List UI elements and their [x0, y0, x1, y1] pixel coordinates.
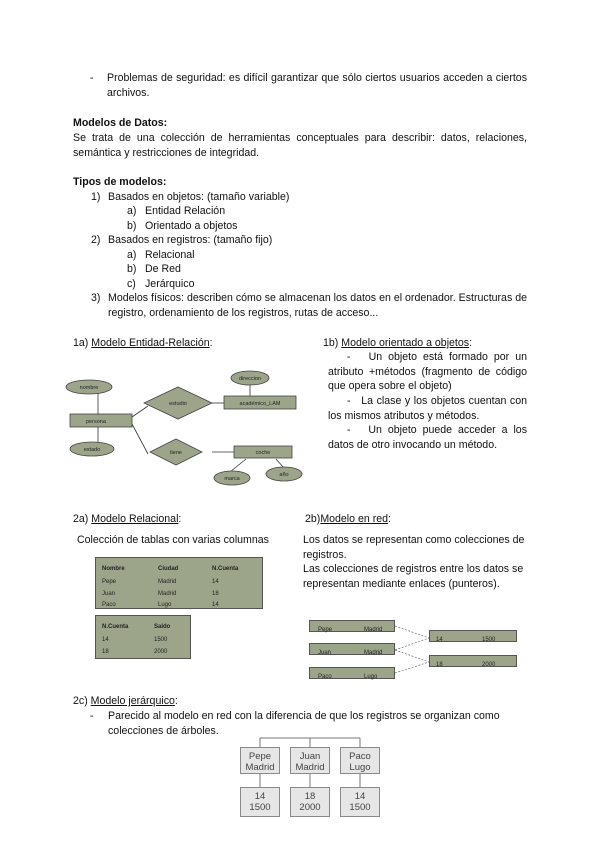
tipo-1-num: 1) [91, 191, 101, 203]
er-diagram [64, 362, 304, 492]
tipo-2b-text: De Red [145, 263, 181, 275]
t1-r3-c3: 14 [212, 602, 219, 608]
tipo-2a-text: Relacional [145, 249, 195, 261]
s1a-title: Modelo Entidad-Relación [91, 337, 210, 349]
er-label-nombre: nombre [79, 385, 99, 391]
t1-header-1: Nombre [102, 566, 125, 572]
t1-r1-c3: 14 [212, 579, 219, 585]
tipo-1b-letter: b) [127, 220, 137, 232]
s2b-heading: 2b)Modelo en red: [305, 513, 391, 525]
modelos-datos-text: Se trata de una colección de herramientas conceptuales para describir: datos, relaciones, semántica y restricciones de integridad. [73, 132, 527, 159]
relational-table-1 [95, 557, 263, 609]
t1-r3-c2: Lugo [158, 602, 172, 608]
network-record-left-2: Juan Madrid [309, 643, 395, 655]
s1b-heading: 1b) Modelo orientado a objetos: [323, 337, 473, 349]
modelos-datos-heading: Modelos de Datos: [73, 117, 168, 129]
er-label-persona: persona [86, 419, 106, 425]
s2c-heading: 2c) Modelo jerárquico: [73, 695, 178, 707]
intro-bullet-text: Problemas de seguridad: es difícil garantizar que sólo ciertos usuarios acceden a ciertos archivos. [107, 72, 527, 99]
er-label-academica: académico_LAM [239, 401, 281, 407]
s1b-bullet-2: - La clase y los objetos cuentan con los mismos atributos y métodos. [328, 395, 528, 422]
t1-r2-c1: Juan [102, 591, 116, 597]
t1-header-2: Ciudad [158, 566, 179, 572]
t1-r2-c2: Madrid [158, 591, 177, 597]
er-label-rel2: tiene [170, 450, 182, 456]
s2b-text-2: Las colecciones de registros entre los datos se representan mediante enlaces (punteros). [303, 563, 524, 590]
t1-r1-c2: Madrid [158, 579, 177, 585]
tipo-2-text: Basados en registros: (tamaño fijo) [108, 234, 273, 246]
s2a-caption: Colección de tablas con varias columnas [77, 534, 269, 546]
er-label-estado: estado [83, 447, 101, 453]
t1-r2-c3: 18 [212, 591, 219, 597]
tipo-2-num: 2) [91, 234, 101, 246]
tipo-1a-letter: a) [127, 205, 137, 217]
t1-r3-c1: Paco [102, 602, 116, 608]
network-record-left-3: Paco Lugo [309, 667, 395, 679]
tipo-1b-text: Orientado a objetos [145, 220, 238, 232]
tipo-2c-letter: c) [127, 278, 136, 290]
tipo-1-text: Basados en objetos: (tamaño variable) [108, 191, 290, 203]
s1b-bullet-3: - Un objeto puede acceder a los datos de otro invocando un método. [328, 424, 527, 451]
hierarchy-child-1: 14 1500 [240, 787, 280, 817]
t2-header-2: Saldo [154, 624, 171, 630]
tipo-3-text: Modelos físicos: describen cómo se almacenan los datos en el ordenador. Estructuras de registro, ordenamiento de los registros, rutas de acceso... [108, 292, 527, 319]
s2c-title: Modelo jerárquico [90, 695, 175, 707]
tipo-2a-letter: a) [127, 249, 137, 261]
s2c-text: Parecido al modelo en red con la diferencia de que los registros se organizan como colecciones de árboles. [108, 710, 500, 737]
t2-r2-c1: 18 [102, 649, 109, 655]
network-record-right-1: 14 1500 [429, 630, 517, 642]
bullet-dash: - [90, 72, 94, 84]
hierarchy-parent-1: Pepe Madrid [240, 747, 280, 774]
network-links [395, 620, 431, 680]
tipo-2c-text: Jerárquico [145, 278, 195, 290]
network-record-right-2: 18 2000 [429, 655, 517, 667]
er-label-año: año [279, 472, 289, 478]
hierarchy-child-2: 18 2000 [290, 787, 330, 817]
tipo-1a-text: Entidad Relación [145, 205, 226, 217]
hierarchy-parent-3: Paco Lugo [340, 747, 380, 774]
t2-r1-c1: 14 [102, 637, 109, 643]
s2b-text-1: Los datos se representan como colecciones de registros. [303, 534, 525, 561]
er-label-marca: marca [224, 476, 240, 482]
er-label-rel1: estudio [169, 401, 187, 407]
hierarchy-parent-2: Juan Madrid [290, 747, 330, 774]
network-record-left-1: Pepe Madrid [309, 620, 395, 632]
t1-r1-c1: Pepe [102, 579, 117, 585]
s1a-heading: 1a) Modelo Entidad-Relación: [73, 337, 213, 349]
er-label-coche: coche [255, 450, 271, 456]
t1-header-3: N.Cuenta [212, 566, 239, 572]
t2-header-1: N.Cuenta [102, 624, 129, 630]
tipos-heading: Tipos de modelos: [73, 176, 167, 188]
hierarchy-child-3: 14 1500 [340, 787, 380, 817]
tipo-3-num: 3) [91, 292, 101, 304]
s1b-bullet-1: - Un objeto está formado por un atributo +métodos (fragmento de código que opera sobre el objeto) [328, 351, 527, 392]
er-label-direccion: direccion [238, 376, 262, 382]
s2a-title: Modelo Relacional [91, 513, 179, 525]
s2a-heading: 2a) Modelo Relacional: [73, 513, 182, 525]
t2-r2-c2: 2000 [154, 649, 168, 655]
s2c-dash: - [90, 710, 94, 722]
relational-table-2 [95, 615, 191, 659]
tipo-2b-letter: b) [127, 263, 137, 275]
s1b-title: Modelo orientado a objetos [341, 337, 470, 349]
t2-r1-c2: 1500 [154, 637, 168, 643]
s2b-title: Modelo en red [320, 513, 389, 525]
